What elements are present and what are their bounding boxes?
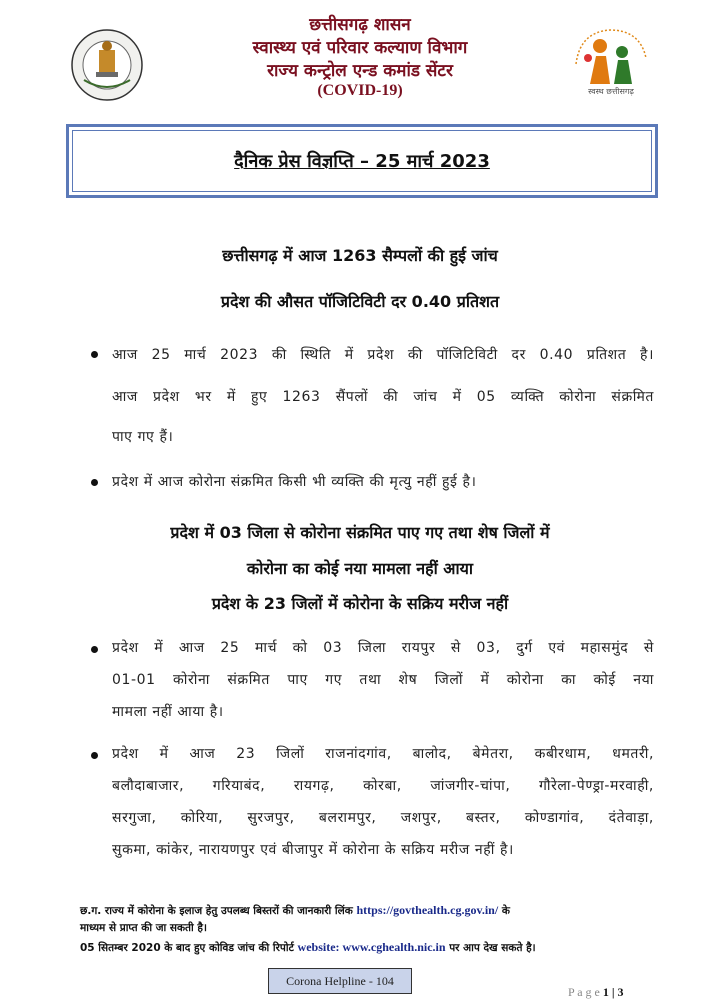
bullet4-line1: प्रदेश में आज 23 जिलों राजनांदगांव, बालोद, बेमेतरा, कबीरधाम, धमतरी, <box>112 746 654 762</box>
header-department: स्वास्थ्य एवं परिवार कल्याण विभाग <box>252 38 468 58</box>
bullet2-line1: प्रदेश में आज कोरोना संक्रमित किसी भी व्यक्ति की मृत्यु नहीं हुई है। <box>112 474 477 490</box>
bullet1-line2: आज प्रदेश भर में हुए 1263 सैंपलों की जांच में 05 व्यक्ति कोरोना संक्रमित <box>112 389 654 405</box>
page-label: P a g e <box>568 985 600 999</box>
bullet3-line3: मामला नहीं आया है। <box>112 704 224 720</box>
subhead-line2: कोरोना का कोई नया मामला नहीं आया <box>246 559 474 578</box>
title-box <box>66 124 658 198</box>
right-logo-caption: स्वस्थ छत्तीसगढ़ <box>588 87 634 96</box>
bullet4-line2: बलौदाबाजार, गरियाबंद, रायगढ़, कोरबा, जांजगीर-चांपा, गौरेला-पेण्ड्रा-मरवाही, <box>112 778 654 794</box>
footer-beds-info <box>80 903 664 918</box>
bullet4-line3: सरगुजा, कोरिया, सुरजपुर, बलरामपुर, जशपुर, बस्तर, कोण्डागांव, दंतेवाड़ा, <box>112 810 654 826</box>
bullet3-line1: प्रदेश में आज 25 मार्च को 03 जिला रायपुर से 03, दुर्ग एवं महासमुंद से <box>112 640 654 656</box>
page-title: दैनिक प्रेस विज्ञप्ति – 25 मार्च 2023 <box>234 151 490 172</box>
beds-link[interactable]: https://govthealth.cg.gov.in/ <box>356 903 499 917</box>
footer-beds-info-cont: माध्यम से प्राप्त की जा सकती है। <box>80 922 207 934</box>
bullet3-line2: 01-01 कोरोना संक्रमित पाए गए तथा शेष जिलों में कोरोना का कोई नया <box>112 672 654 688</box>
footer-report-info <box>80 940 664 955</box>
bullet1-line3: पाए गए हैं। <box>112 429 174 445</box>
state-emblem-logo <box>70 28 144 102</box>
headline-samples: छत्तीसगढ़ में आज 1263 सैम्पलों की हुई जांच <box>222 246 498 265</box>
bullet-marker <box>91 646 98 653</box>
headline-positivity: प्रदेश की औसत पॉजिटिविटी दर 0.40 प्रतिशत <box>220 292 500 311</box>
bullet4-line4: सुकमा, कांकेर, नारायणपुर एवं बीजापुर में कोरोना के सक्रिय मरीज नहीं है। <box>112 842 514 858</box>
bullet-marker <box>91 351 98 358</box>
subhead-line3: प्रदेश के 23 जिलों में कोरोना के सक्रिय मरीज नहीं <box>211 594 509 613</box>
header-gov: छत्तीसगढ़ शासन <box>309 15 411 35</box>
header-covid: (COVID-19) <box>317 82 403 99</box>
bullet-marker <box>91 479 98 486</box>
footer-report-suffix: पर आप देख सकते है। <box>449 942 536 954</box>
helpline-text: Corona Helpline - 104 <box>286 974 394 988</box>
helpline-box <box>268 968 412 994</box>
footer-beds-text: छ.ग. राज्य में कोरोना के इलाज हेतु उपलब्ध बिस्तरों की जानकारी लिंक <box>80 905 353 917</box>
website-link[interactable]: website: www.cghealth.nic.in <box>297 940 446 954</box>
page-number <box>568 985 624 1000</box>
footer-beds-suffix: के <box>501 905 510 917</box>
footer-report-text: 05 सितम्बर 2020 के बाद हुए कोविड जांच की रिपोर्ट <box>80 942 294 954</box>
header-center: राज्य कन्ट्रोल एन्ड कमांड सेंटर <box>267 61 453 81</box>
page-count: 1 | 3 <box>602 985 624 999</box>
bullet1-line1: आज 25 मार्च 2023 की स्थिति में प्रदेश की पॉजिटिविटी दर 0.40 प्रतिशत है। <box>112 347 654 363</box>
health-logo <box>570 24 652 102</box>
subhead-line1: प्रदेश में 03 जिला से कोरोना संक्रमित पाए गए तथा शेष जिलों में <box>170 523 550 542</box>
bullet-marker <box>91 752 98 759</box>
